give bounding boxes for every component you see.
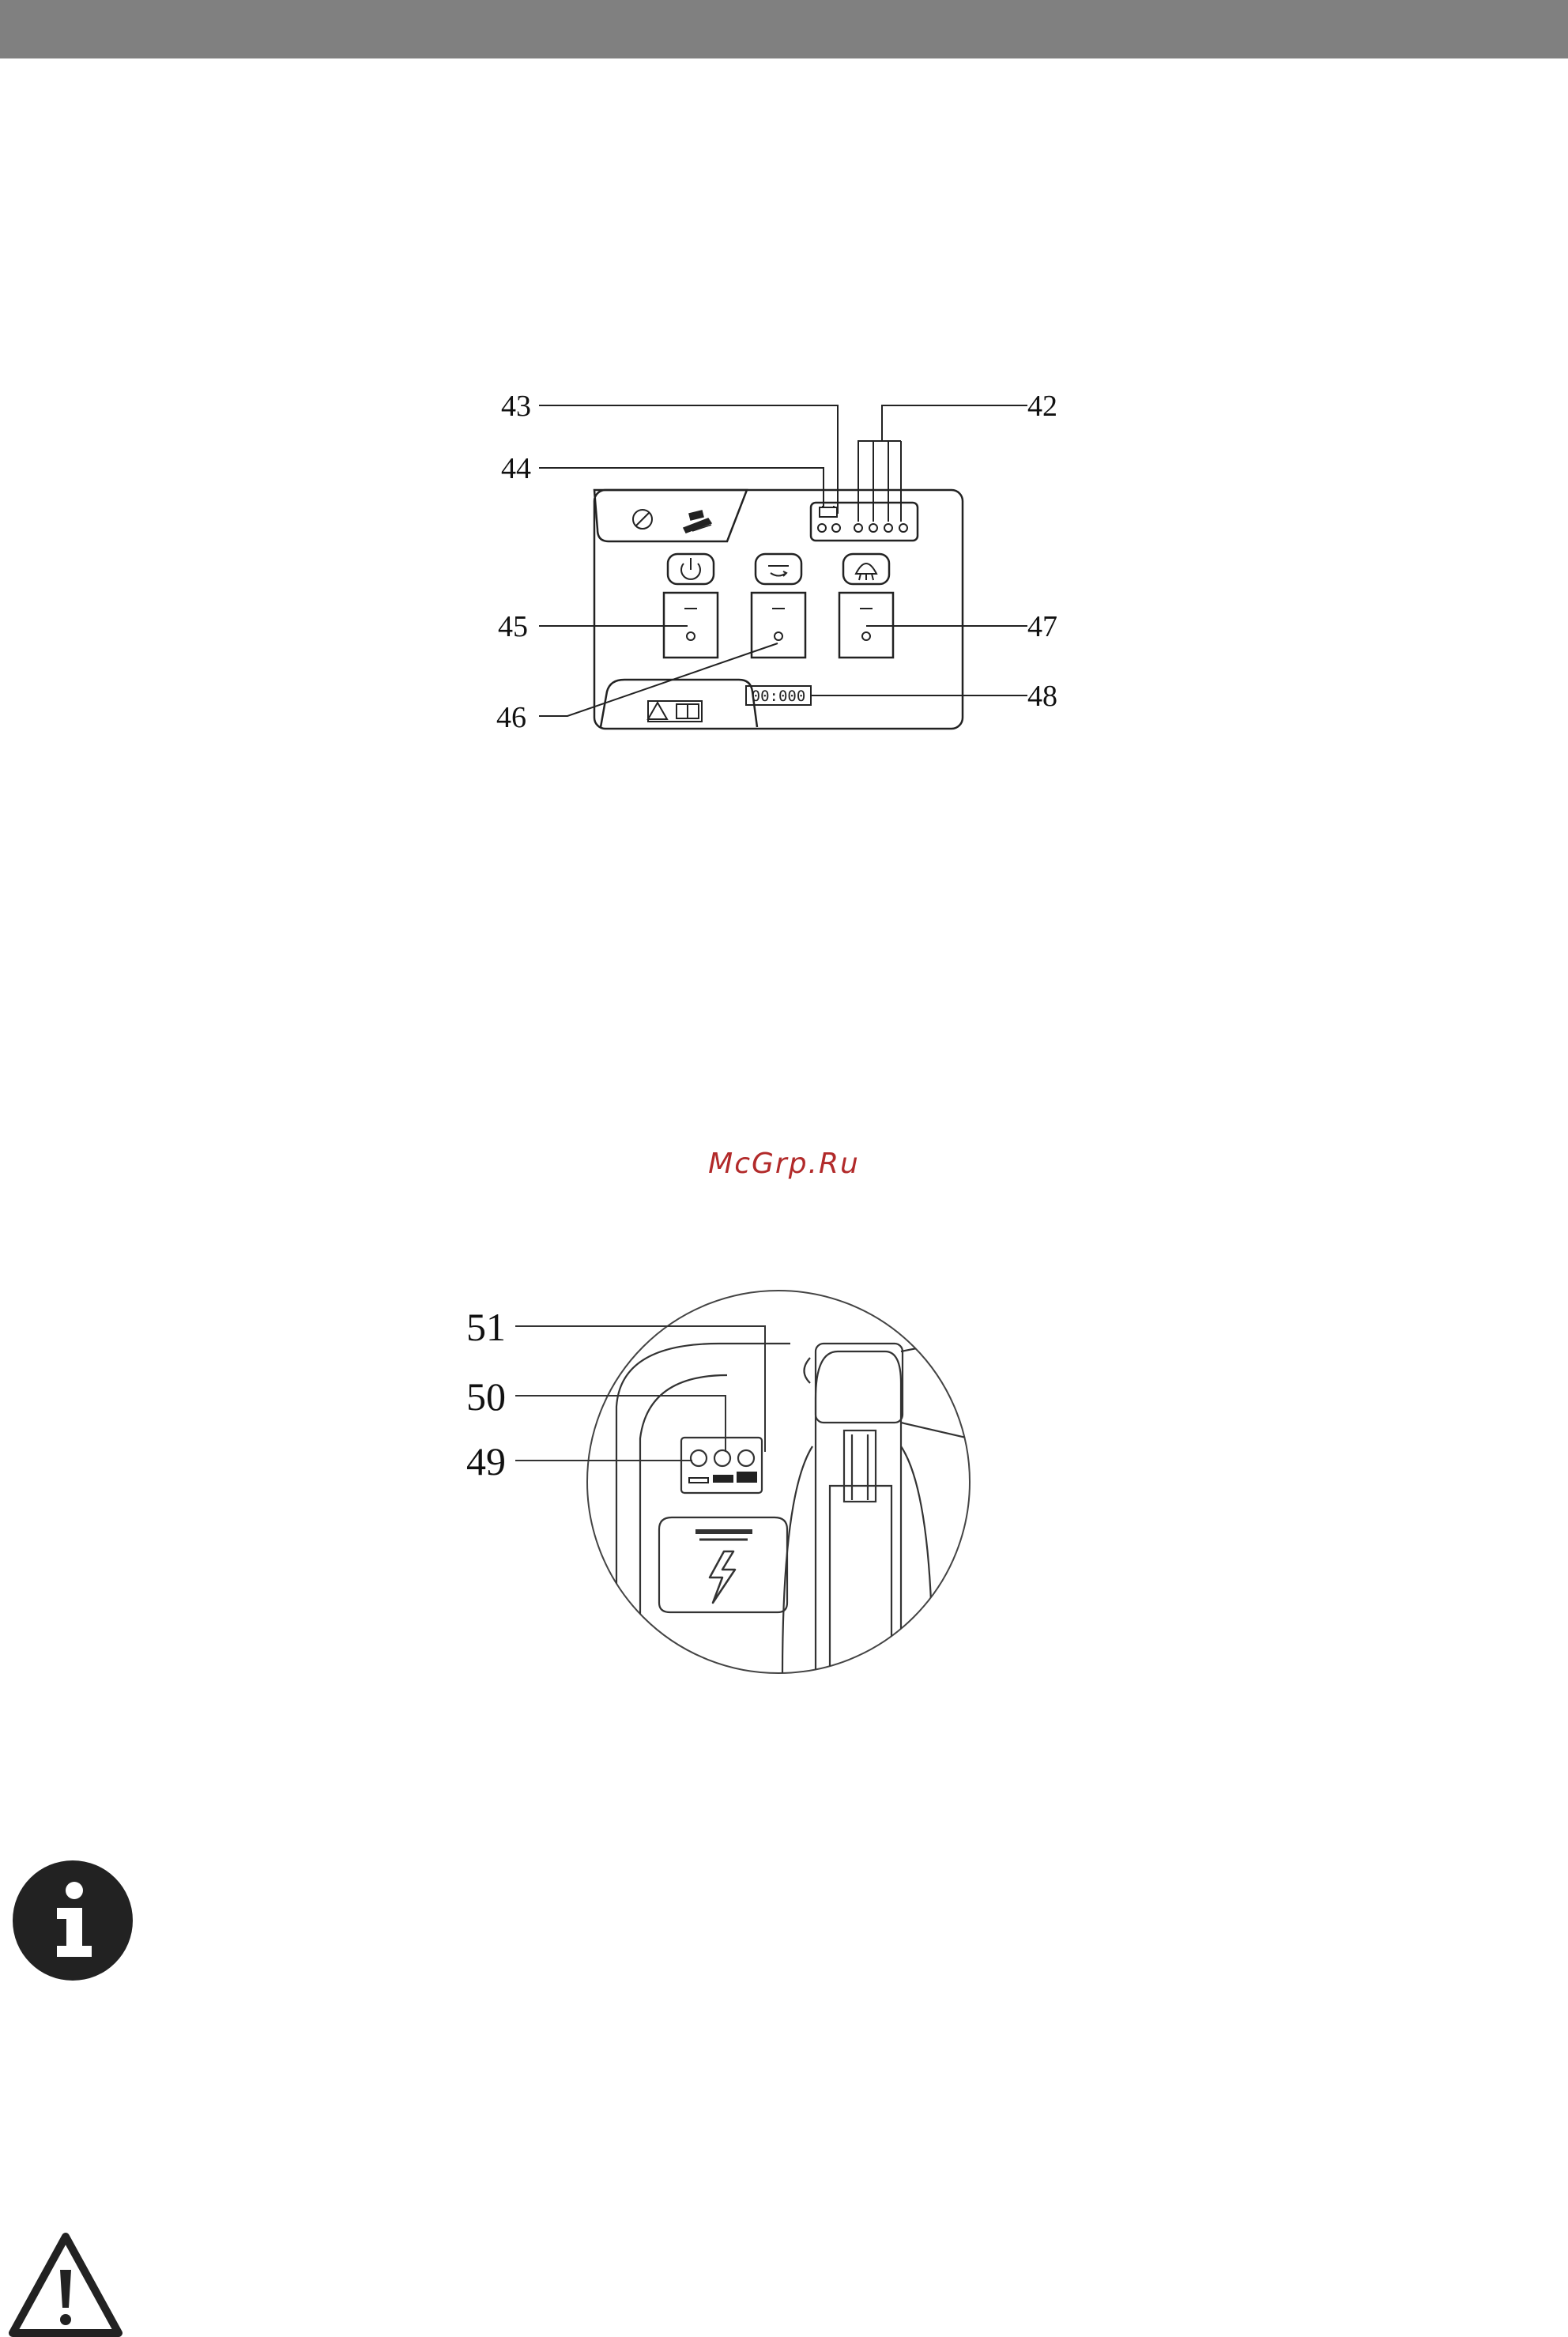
switch-47-dot bbox=[862, 632, 870, 640]
watermark: McGrp.Ru bbox=[708, 1148, 860, 1180]
read-manual-icon bbox=[648, 701, 702, 722]
callout-50: 50 bbox=[466, 1374, 506, 1419]
charger-detail-diagram bbox=[458, 1288, 1012, 1675]
callout-51: 51 bbox=[466, 1305, 506, 1349]
info-icon bbox=[13, 1860, 133, 1981]
callout-43: 43 bbox=[501, 390, 531, 423]
restriction-icon bbox=[633, 510, 652, 529]
battery-icon bbox=[820, 506, 837, 517]
battery-leds bbox=[818, 524, 907, 532]
header-bar bbox=[0, 0, 1568, 58]
switch-46-dot bbox=[775, 632, 782, 640]
lightning-icon bbox=[710, 1551, 735, 1603]
callout-48: 48 bbox=[1027, 680, 1057, 713]
callout-46: 46 bbox=[496, 701, 526, 734]
callout-42: 42 bbox=[1027, 390, 1057, 423]
switch-45-dot bbox=[687, 632, 695, 640]
callout-49: 49 bbox=[466, 1439, 506, 1483]
control-panel-diagram bbox=[474, 379, 1091, 743]
callout-47: 47 bbox=[1027, 610, 1057, 643]
switch-46-frame bbox=[752, 593, 805, 658]
detail-circle bbox=[587, 1291, 970, 1673]
brush-pill bbox=[756, 554, 801, 584]
callout-44: 44 bbox=[501, 452, 531, 485]
callout-45: 45 bbox=[498, 610, 528, 643]
label-plate bbox=[594, 490, 747, 541]
power-icon bbox=[681, 558, 700, 579]
brush-icon bbox=[768, 566, 789, 576]
light-icon bbox=[856, 564, 876, 580]
hour-meter: 00:000 bbox=[751, 688, 806, 705]
warning-icon bbox=[6, 2230, 125, 2337]
machine-icon bbox=[684, 511, 711, 533]
